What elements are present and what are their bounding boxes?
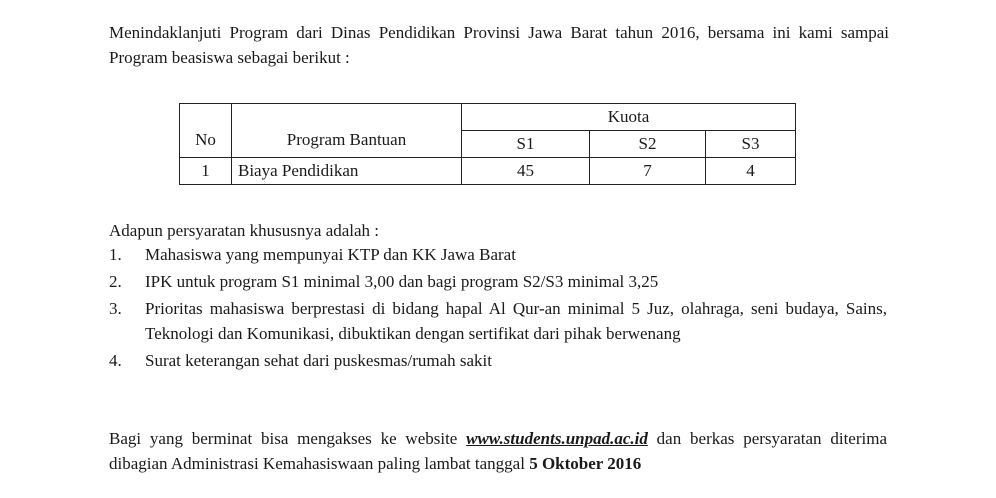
closing-text-start: Bagi yang berminat bisa mengakses ke website bbox=[109, 429, 467, 448]
list-item-text: IPK untuk program S1 minimal 3,00 dan bagi program S2/S3 minimal 3,25 bbox=[145, 272, 659, 291]
cell-s3: 4 bbox=[706, 158, 796, 185]
table-header-row-1 bbox=[180, 104, 796, 131]
list-item bbox=[109, 269, 887, 294]
website-link[interactable]: www.students.unpad.ac.id bbox=[466, 429, 648, 448]
intro-paragraph: Menindaklanjuti Program dari Dinas Pendidikan Provinsi Jawa Barat tahun 2016, bersama ini kami sampai Program beasiswa sebagai berikut : bbox=[109, 23, 889, 67]
list-item bbox=[109, 296, 887, 346]
header-program: Program Bantuan bbox=[232, 104, 462, 158]
cell-program: Biaya Pendidikan bbox=[232, 158, 462, 185]
list-item-number: 1. bbox=[109, 245, 122, 264]
header-s1: S1 bbox=[462, 131, 590, 158]
header-kuota: Kuota bbox=[462, 104, 796, 131]
requirements-intro: Adapun persyaratan khususnya adalah : bbox=[109, 221, 380, 240]
closing-text-middle: dan berkas persyaratan diterima dibagian Administrasi Kemahasiswaan paling lambat tanggal bbox=[109, 429, 887, 473]
list-item bbox=[109, 348, 887, 373]
list-item-number: 4. bbox=[109, 351, 122, 370]
scholarship-quota-table bbox=[179, 103, 796, 185]
deadline-date: 5 Oktober 2016 bbox=[529, 454, 642, 473]
table-row bbox=[180, 158, 796, 185]
cell-no: 1 bbox=[180, 158, 232, 185]
requirements-list bbox=[109, 242, 887, 375]
list-item-number: 3. bbox=[109, 299, 122, 318]
cell-s1: 45 bbox=[462, 158, 590, 185]
cell-s2: 7 bbox=[590, 158, 706, 185]
closing-paragraph bbox=[109, 426, 887, 476]
list-item-text: Surat keterangan sehat dari puskesmas/rumah sakit bbox=[145, 351, 492, 370]
list-item bbox=[109, 242, 887, 267]
header-s3: S3 bbox=[706, 131, 796, 158]
list-item-text: Mahasiswa yang mempunyai KTP dan KK Jawa Barat bbox=[145, 245, 516, 264]
list-item-text: Prioritas mahasiswa berprestasi di bidang hapal Al Qur-an minimal 5 Juz, olahraga, seni budaya, Sains, Teknologi dan Komunikasi, dibuktikan dengan sertifikat dari pihak berwenang bbox=[145, 299, 887, 343]
list-item-number: 2. bbox=[109, 272, 122, 291]
header-no: No bbox=[180, 104, 232, 158]
header-s2: S2 bbox=[590, 131, 706, 158]
